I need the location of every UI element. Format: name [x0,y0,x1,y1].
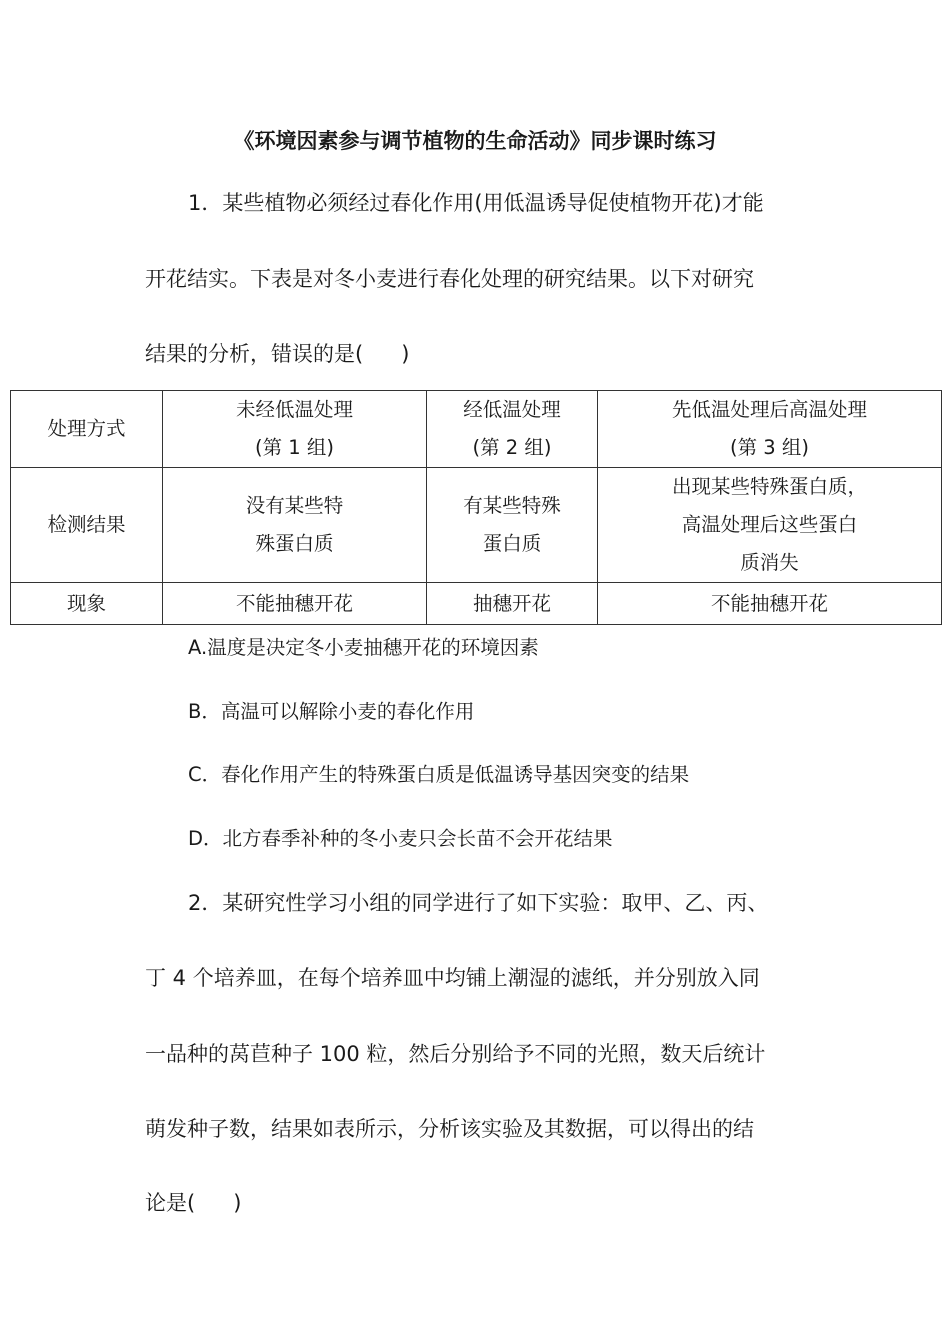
table-row [11,468,942,583]
option-d: D．北方春季补种的冬小麦只会长苗不会开花结果 [188,827,613,850]
cell-line: (第 3 组) [729,436,810,459]
cell-line: 先低温处理后高温处理 [671,398,867,421]
row-header-phenomenon: 现象 [11,583,163,625]
q2-line-5-close: ) [233,1191,242,1215]
vernalization-table [10,390,942,625]
cell-line: 抽穗开花 [472,591,551,615]
table-cell [598,391,942,468]
cell-line: 没有某些特 [245,494,344,517]
cell-line: 蛋白质 [482,532,542,555]
q2-line-5 [145,1188,241,1218]
q1-line-3-close: ) [401,342,410,366]
table-cell [163,391,427,468]
cell-line: 出现某些特殊蛋白质， [671,475,867,498]
cell-line: (第 2 组) [472,436,552,459]
table-cell [427,583,598,625]
cell-line: 经低温处理 [463,398,561,421]
table-cell [163,583,427,625]
cell-line: 质消失 [740,551,799,574]
page-title: 《环境因素参与调节植物的生命活动》同步课时练习 [233,129,717,153]
q2-line-5-text: 论是( [145,1191,196,1215]
cell-line: (第 1 组) [254,436,335,459]
q1-line-1: 1．某些植物必须经过春化作用(用低温诱导促使植物开花)才能 [188,191,764,215]
cell-line: 未经低温处理 [235,398,353,421]
table-cell [163,468,427,583]
table-cell [427,391,598,468]
q2-line-2: 丁 4 个培养皿，在每个培养皿中均铺上潮湿的滤纸，并分别放入同 [145,966,760,990]
table-cell [598,583,942,625]
option-b: B．高温可以解除小麦的春化作用 [188,700,475,723]
row-header-result: 检测结果 [11,468,163,583]
q2-line-3: 一品种的莴苣种子 100 粒，然后分别给予不同的光照，数天后统计 [145,1042,766,1066]
cell-line: 殊蛋白质 [255,532,334,555]
table-cell [427,468,598,583]
cell-line: 不能抽穗开花 [235,591,353,615]
q2-line-4: 萌发种子数，结果如表所示，分析该实验及其数据，可以得出的结 [145,1117,754,1141]
table-cell [598,468,942,583]
q1-line-3-text: 结果的分析，错误的是( [145,342,364,366]
q1-line-3 [145,339,409,369]
table-row [11,583,942,625]
q1-line-2: 开花结实。下表是对冬小麦进行春化处理的研究结果。以下对研究 [145,267,754,291]
row-header-treatment: 处理方式 [11,391,163,468]
table-row [11,391,942,468]
cell-line: 有某些特殊 [463,494,561,517]
cell-line: 高温处理后这些蛋白 [681,513,858,536]
q2-line-1: 2．某研究性学习小组的同学进行了如下实验：取甲、乙、丙、 [188,891,769,915]
option-c: C．春化作用产生的特殊蛋白质是低温诱导基因突变的结果 [188,763,690,786]
option-a: A.温度是决定冬小麦抽穗开花的环境因素 [188,636,539,659]
cell-line: 不能抽穗开花 [710,591,828,615]
